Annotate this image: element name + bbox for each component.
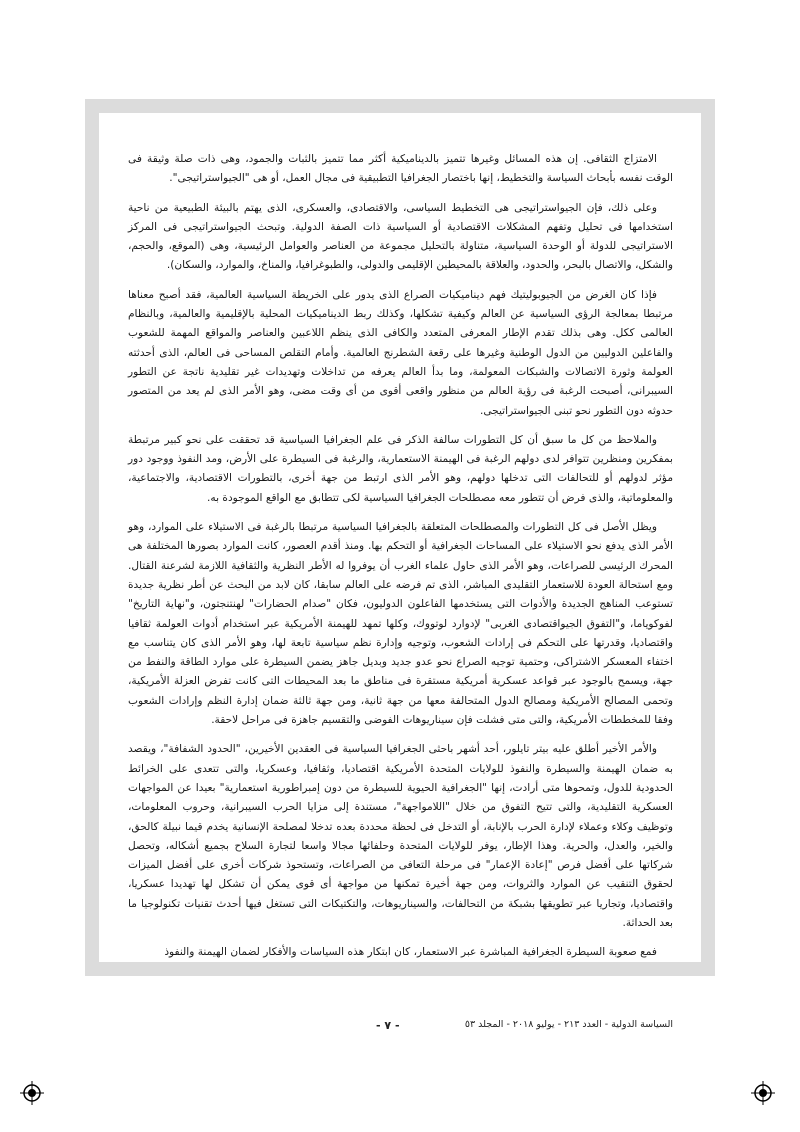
paragraph-3: فإذا كان الغرض من الجيوبوليتيك فهم ديناميكيات الصراع الذى يدور على الخريطة السياسية العالمية، فقد أصبح معناها مرتبطا بمعالجة الرؤى السياسية عن العالم وكيفية تشكلها، وكذلك ربط الديناميكيات المحلية بالإقليمية والعالمية، وبالنظام العالمى ككل. وهى بذلك تقدم الإطار المعرفى المتعدد والكافى الذى ينظم اللاعبين والعناصر والمواقع المهمة للشعوب والفاعلين الدوليين من الدول الوطنية وغيرها على رقعة الشطرنج العالمية. وأمام التقلص المساحى فى العالم، الذى أحدثته العولمة وثورة الاتصالات والشبكات المعولمة، وما بدأ العالم يعرفه من تداخلات وتهديدات غير تقليدية ناتجة عن التطور السيبرانى، أصبحت الرغبة فى رؤية العالم من منظور واقعى أقوى من أى وقت مضى، وهو الأمر الذى لم يعد من المتصور حدوثه دون التطور نحو تبنى الجيواستراتيجى. bbox=[128, 288, 673, 417]
registration-mark-icon bbox=[20, 1081, 44, 1105]
paragraph-4: والملاحظ من كل ما سبق أن كل التطورات سالفة الذكر فى علم الجغرافيا السياسية قد تحققت على نحو كبير مرتبطة بمفكرين ومنظرين تتوافر لدى دولهم الرغبة فى الهيمنة الاستعمارية، والرغبة فى السيطرة على الأرض، ومد النفوذ ووجود دور مؤثر لدولهم أو للتحالفات التى تدخلها دولهم، وهو الأمر الذى ارتبط من جهة أخرى، بالتطورات الاقتصادية، والاجتماعية، والمعلوماتية، والذى فرض أن تتطور معه مصطلحات الجغرافيا السياسية لكى تتطابق مع الواقع الموجودة به. bbox=[128, 433, 673, 504]
paragraph-5: ويظل الأصل فى كل التطورات والمصطلحات المتعلقة بالجغرافيا السياسية مرتبطا بالرغبة فى الاستيلاء على الموارد، وهو الأمر الذى يدفع نحو الاستيلاء على المساحات الجغرافية أو التحكم بها. ومنذ أقدم العصور، كانت الموارد بصورها المختلفة هى المحرك الرئيسى للصراعات، وهو الأمر الذى حاول علماء الغرب أن يوفروا له الأطر النظرية والثقافية اللازمة لشرعنة القتال. ومع استحالة العودة للاستعمار التقليدى المباشر، الذى تم فرضه على العالم سابقا، كان لابد من البحث عن أطر نظرية جديدة تستوعب المناهج الجديدة والأدوات التى يستخدمها الفاعلون الدوليون، فكان "صدام الحضارات" لهنتنجتون، و"نهاية التاريخ" لفوكوياما، و"التفوق الجيواقتصادى الغربى" لإدوارد لوتووك، وكلها تمهد للهيمنة الأمريكية عبر استخدام أدوات العولمة ثقافيا واقتصاديا، وقدرتها على التحكم فى إرادات الشعوب، وتوجيه وإدارة نظم سياسية تابعة لها، وهو الأمر الذى كان يتناسب مع اختفاء المعسكر الاشتراكى، وحتمية توجيه الصراع نحو عدو جديد وبديل جاهز يضمن السيطرة على موارد الطاقة والنفط من جهة، ويسمح بالوجود عبر قواعد عسكرية أمريكية مستقرة فى مناطق ما بعد المحيطات التى كانت تفرض العزلة الأمريكية، وتحمى المصالح الأمريكية ومصالح الدول المتحالفة معها من جهة ثانية، ومن جهة ثالثة ضمان إدارة النظم وإرادات الشعوب وفقا للمخططات الأمريكية، والتى متى فشلت فإن سيناريوهات الفوضى والتقسيم جاهزة فى مراحل لاحقة. bbox=[128, 521, 673, 727]
page-footer bbox=[128, 1019, 673, 1039]
paragraph-7: فمع صعوبة السيطرة الجغرافية المباشرة عبر الاستعمار، كان ابتكار هذه السياسات والأفكار لضمان الهيمنة والنفوذ bbox=[164, 946, 657, 959]
journal-citation: السياسة الدولية - العدد ٢١٣ - يوليو ٢٠١٨ - المجلد ٥٣ bbox=[464, 1019, 673, 1030]
paragraph-1: الامتزاج الثقافى. إن هذه المسائل وغيرها تتميز بالديناميكية أكثر مما تتميز بالثبات والجمود، وهى ذات صلة وثيقة فى الوقت نفسه بأبحاث السياسة والتخطيط، إنها باختصار الجغرافيا التطبيقية فى مجال العمل، أو هى "الجيواستراتيجى". bbox=[128, 153, 673, 185]
paragraph-2: وعلى ذلك، فإن الجيواستراتيجى هى التخطيط السياسى، والاقتصادى، والعسكرى، الذى يهتم بالبيئة الطبيعية من ناحية استخدامها فى تحليل وتفهم المشكلات الاقتصادية أو السياسية ذات الصفة الدولية. وتبحث الجيواستراتيجى فى المركز الاستراتيجى للدولة أو الوحدة السياسية، متناولة بالتحليل مجموعة من العناصر والعوامل الرئيسية، وهى (الموقع، والحجم، والشكل، والاتصال بالبحر، والحدود، والعلاقة بالمحيطين الإقليمى والدولى، والطبوغرافيا، والمناخ، والموارد، والسكان). bbox=[128, 201, 673, 272]
article-body bbox=[128, 150, 673, 973]
page-number: - ٧ - bbox=[376, 1019, 400, 1032]
paragraph-6: والأمر الأخير أطلق عليه بيتر تايلور، أحد أشهر باحثى الجغرافيا السياسية فى العقدين الأخيرين، "الحدود الشفافة"، ويقصد به ضمان الهيمنة والسيطرة والنفوذ للولايات المتحدة الأمريكية اقتصاديا، وثقافيا، وعسكريا، والتى تتعدى على الخرائط الحدودية للدول، وتمحوها متى أرادت، إنها "الجغرافية الحيوية للسيطرة من دون إمبراطورية استعمارية" بعيدا عن المواجهات العسكرية التقليدية، والتى تتيح التفوق من خلال "اللامواجهة"، مستندة إلى مزايا الحرب السيبرانية، وحروب المعلومات، وتوظيف وكلاء وعملاء لإدارة الحرب بالإنابة، أو التدخل فى لحظة محددة بعده تدخلا لمصلحة الإنسانية يخدم قيما نبيلة كالحق، والخير، والعدل، والحرية. وهذا الإطار، يوفر للولايات المتحدة وحلفائها مجالا واسعا لتجارة السلاح بجميع أشكاله، وتحصل شركاتها على أفضل فرص "إعادة الإعمار" فى مرحلة التعافى من الصراعات، وتستحوذ شركات أخرى على أفضل الميزات لحقوق التنقيب عن الموارد والثروات، ومن جهة أخيرة تمكنها من مواجهة أى قوى يمكن أن تشكل لها تهديدا عسكريا، واقتصاديا، وتجاريا عبر تطويقها بشبكة من التحالفات، والسيناريوهات، والتكتيكات التى تستغل فيها أحدث تقنيات تكنولوجيا ما بعد الحداثة. bbox=[128, 743, 673, 929]
registration-mark-icon bbox=[751, 1081, 775, 1105]
